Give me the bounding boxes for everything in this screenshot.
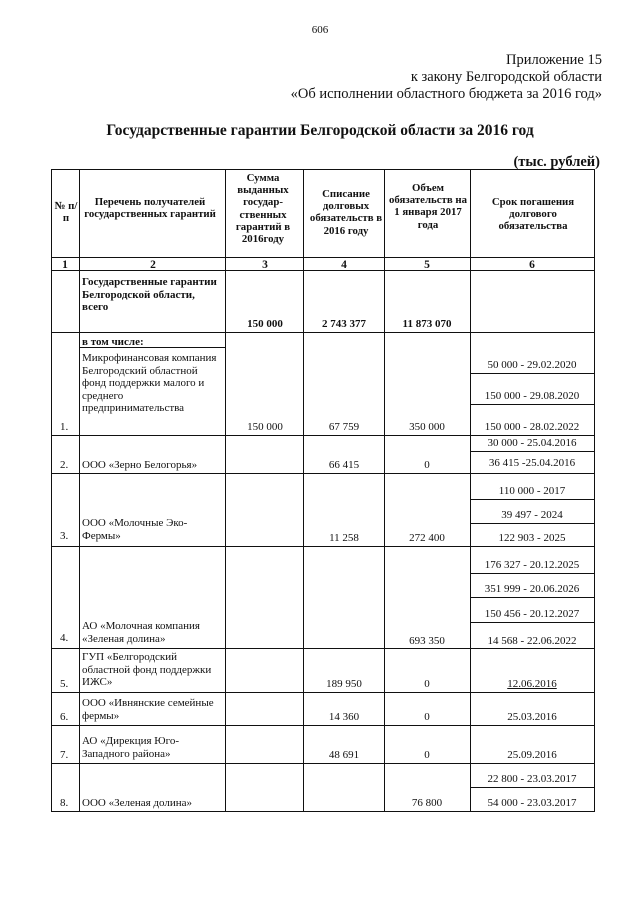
- colnum-3: 3: [262, 259, 268, 271]
- row5-bottom-border: [51, 692, 595, 693]
- row7-written-off: 48 691: [328, 749, 360, 761]
- row3-bottom-border: [51, 546, 595, 547]
- row4-term-1: 176 327 - 20.12.2025: [484, 559, 580, 571]
- row3-volume: 272 400: [409, 532, 445, 544]
- row4-term-sep-1: [470, 573, 595, 574]
- row1-term-2: 150 000 - 29.08.2020: [484, 390, 580, 402]
- row2-term-2: 36 415 -25.04.2016: [488, 457, 576, 469]
- col-border-1: [79, 169, 80, 811]
- row8-number: 8.: [60, 797, 69, 809]
- row7-volume: 0: [424, 749, 430, 761]
- header-col-number: № п/п: [54, 200, 78, 225]
- col-border-2: [225, 169, 226, 811]
- table-top-border: [51, 169, 595, 170]
- row1-term-1: 50 000 - 29.02.2020: [487, 359, 577, 371]
- row4-term-4: 14 568 - 22.06.2022: [487, 635, 577, 647]
- row2-number: 2.: [60, 459, 69, 471]
- row7-recipient: АО «Дирекция Юго-Западного района»: [82, 735, 179, 760]
- including-label: в том числе:: [82, 336, 144, 348]
- total-label: Государственные гарантии Белгородской области, всего: [82, 276, 217, 313]
- row8-volume: 76 800: [411, 797, 443, 809]
- row6-number: 6.: [60, 711, 69, 723]
- row7-bottom-border: [51, 763, 595, 764]
- row2-volume: 0: [424, 459, 430, 471]
- row5-recipient: ГУП «Белгородский областной фонд поддержки ИЖС»: [82, 651, 212, 688]
- row3-number: 3.: [60, 530, 69, 542]
- colnum-5: 5: [424, 259, 430, 271]
- row7-term: 25.09.2016: [507, 749, 557, 761]
- row3-term-sep-1: [470, 499, 595, 500]
- appendix-line-3: «Об исполнении областного бюджета за 2016 год»: [290, 86, 602, 102]
- row4-recipient: АО «Молочная компания «Зеленая долина»: [82, 620, 200, 645]
- total-bottom-border: [51, 332, 595, 333]
- row1-number: 1.: [60, 421, 69, 433]
- row4-term-2: 351 999 - 20.06.2026: [484, 583, 580, 595]
- colnum-bottom-border: [51, 270, 595, 271]
- total-volume: 11 873 070: [402, 318, 452, 330]
- row8-recipient: ООО «Зеленая долина»: [82, 797, 193, 809]
- row6-bottom-border: [51, 725, 595, 726]
- row1-term-3: 150 000 - 28.02.2022: [484, 421, 580, 433]
- units-label: (тыс. рублей): [513, 154, 600, 170]
- row6-written-off: 14 360: [328, 711, 360, 723]
- row8-term-sep: [470, 787, 595, 788]
- row1-recipient: Микрофинансовая компания Белгородский областной фонд поддержки малого и среднего предпринимательства: [82, 352, 217, 414]
- row3-recipient: ООО «Молочные Эко-Фермы»: [82, 517, 188, 542]
- table-right-border: [594, 169, 595, 811]
- page-number: 606: [311, 24, 329, 36]
- row4-term-sep-3: [470, 622, 595, 623]
- row6-term: 25.03.2016: [507, 711, 557, 723]
- row5-number: 5.: [60, 678, 69, 690]
- row3-term-sep-2: [470, 523, 595, 524]
- header-col-recipients: Перечень получателей государственных гарантий: [84, 196, 216, 221]
- colnum-4: 4: [341, 259, 347, 271]
- row2-written-off: 66 415: [328, 459, 360, 471]
- row4-volume: 693 350: [409, 635, 445, 647]
- appendix-line-1: Приложение 15: [506, 52, 602, 68]
- header-bottom-border: [51, 257, 595, 258]
- row1-term-sep-2: [470, 404, 595, 405]
- document-title: Государственные гарантии Белгородской области за 2016 год: [106, 122, 534, 139]
- row1-volume: 350 000: [409, 421, 445, 433]
- row3-term-3: 122 903 - 2025: [498, 532, 566, 544]
- row2-term-1: 30 000 - 25.04.2016: [487, 437, 577, 449]
- header-col-written-off: Списание долговых обязательств в 2016 году: [309, 188, 383, 237]
- row5-written-off: 189 950: [326, 678, 362, 690]
- colnum-2: 2: [150, 259, 156, 271]
- row3-term-2: 39 497 - 2024: [501, 509, 563, 521]
- including-underline: [79, 347, 225, 348]
- row6-recipient: ООО «Ивнянские семейные фермы»: [82, 697, 214, 722]
- row4-number: 4.: [60, 632, 69, 644]
- row8-term-2: 54 000 - 23.03.2017: [487, 797, 577, 809]
- row1-issued: 150 000: [247, 421, 283, 433]
- row2-recipient: ООО «Зерно Белогорья»: [82, 459, 198, 471]
- total-written-off: 2 743 377: [322, 318, 366, 330]
- row5-volume: 0: [424, 678, 430, 690]
- header-col-term: Срок погашения долгового обязательства: [491, 196, 575, 233]
- row1-written-off: 67 759: [328, 421, 360, 433]
- row4-term-sep-2: [470, 597, 595, 598]
- row1-bottom-border: [51, 435, 595, 436]
- table-left-border: [51, 169, 52, 811]
- colnum-1: 1: [62, 259, 68, 271]
- row3-written-off: 11 258: [329, 532, 359, 544]
- total-issued: 150 000: [247, 318, 283, 330]
- colnum-6: 6: [529, 259, 535, 271]
- header-col-volume: Объем обязательств на 1 января 2017 года: [389, 182, 467, 231]
- header-col-issued: Сумма выданных государ-ственных гарантий в 2016году: [235, 172, 291, 246]
- appendix-line-2: к закону Белгородской области: [410, 69, 602, 85]
- col-border-4: [384, 169, 385, 811]
- row8-bottom-border: [51, 811, 595, 812]
- row7-number: 7.: [60, 749, 69, 761]
- row5-term: 12.06.2016: [507, 678, 557, 690]
- row1-term-sep-1: [470, 373, 595, 374]
- row8-term-1: 22 800 - 23.03.2017: [487, 773, 577, 785]
- row2-bottom-border: [51, 473, 595, 474]
- row4-bottom-border: [51, 648, 595, 649]
- row3-term-1: 110 000 - 2017: [498, 485, 566, 497]
- row6-volume: 0: [424, 711, 430, 723]
- col-border-5: [470, 169, 471, 811]
- row4-term-3: 150 456 - 20.12.2027: [484, 608, 580, 620]
- row2-term-sep: [470, 451, 595, 452]
- col-border-3: [303, 169, 304, 811]
